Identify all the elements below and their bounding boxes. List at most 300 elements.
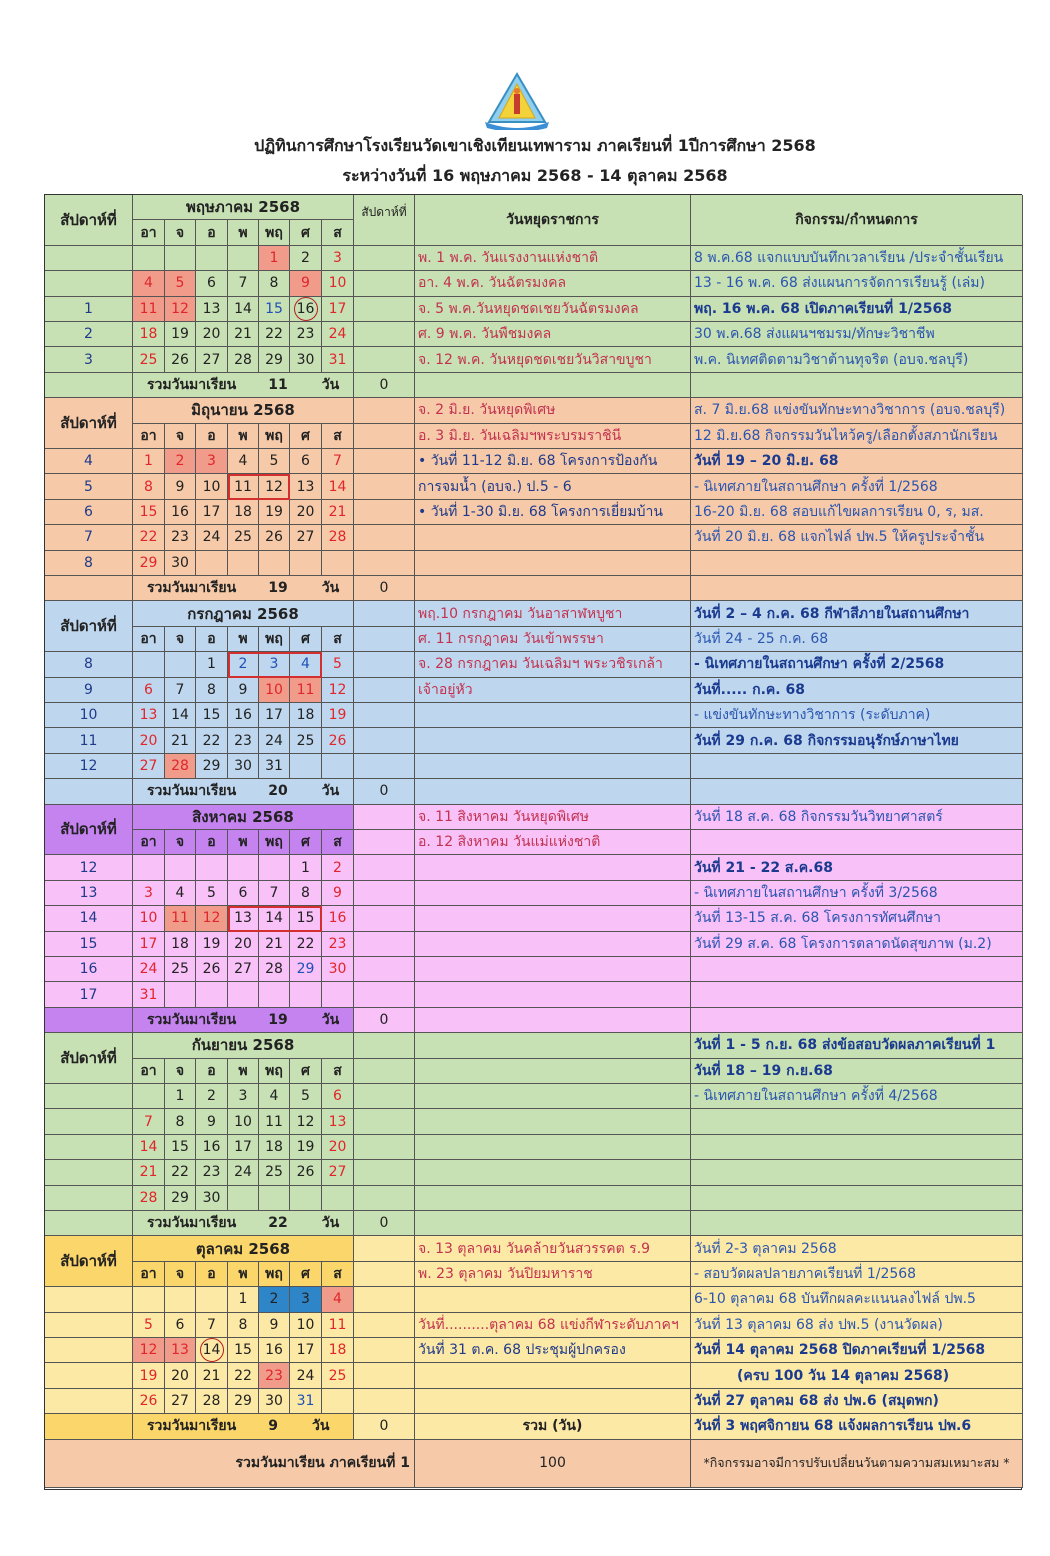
day-cell: 17 xyxy=(322,297,354,322)
day-cell xyxy=(196,1338,228,1363)
empty-cell xyxy=(354,322,415,347)
day-cell: 22 xyxy=(196,728,228,753)
weekday-header: อา xyxy=(133,220,165,245)
school-days-count: 19 xyxy=(268,1011,288,1028)
activity-entry: - นิเทศภายในสถานศึกษา ครั้งที่ 4/2568 xyxy=(691,1084,1023,1109)
day-cell: 23 xyxy=(322,932,354,957)
weekday-header: ส xyxy=(322,424,354,449)
week-number xyxy=(45,246,133,271)
semester-total-label: รวมวันมาเรียน ภาคเรียนที่ 1 xyxy=(45,1440,415,1488)
day-cell: 30 xyxy=(322,957,354,982)
activity-entry: วันที่ 29 ส.ค. 68 โครงการตลาดนัดสุขภาพ (ม.2) xyxy=(691,932,1023,957)
empty-cell xyxy=(354,398,415,423)
day-cell: 12 xyxy=(133,1338,165,1363)
activity-entry: วันที่ 24 - 25 ก.ค. 68 xyxy=(691,627,1023,652)
holiday-entry xyxy=(415,906,691,931)
empty-cell xyxy=(354,652,415,677)
school-days-count: 22 xyxy=(268,1215,288,1232)
day-cell: 11 xyxy=(228,474,259,499)
holiday-entry xyxy=(415,754,691,779)
day-cell: 3 xyxy=(228,1084,259,1109)
activity-entry: วันที่ 1 - 5 ก.ย. 68 ส่งข้อสอบวัดผลภาคเรียนที่ 1 xyxy=(691,1033,1023,1058)
weekday-header: ศ xyxy=(290,220,322,245)
week-number: 7 xyxy=(45,525,133,550)
week-number xyxy=(45,1186,133,1211)
day-cell: 10 xyxy=(133,906,165,931)
holiday-entry: พฤ.10 กรกฎาคม วันอาสาฬหบูชา xyxy=(415,601,691,626)
extra-count: 0 xyxy=(354,576,415,601)
day-cell: 6 xyxy=(322,1084,354,1109)
activity-entry: วันที่ 29 ก.ค. 68 กิจกรรมอนุรักษ์ภาษาไทย xyxy=(691,728,1023,753)
holiday-entry xyxy=(415,551,691,576)
holiday-entry: อา. 4 พ.ค. วันฉัตรมงคล xyxy=(415,271,691,296)
day-cell: 1 xyxy=(165,1084,196,1109)
day-cell xyxy=(196,1287,228,1312)
day-cell: 31 xyxy=(259,754,290,779)
day-cell xyxy=(322,754,354,779)
month-name: กันยายน 2568 xyxy=(133,1033,354,1058)
day-cell: 23 xyxy=(259,1363,290,1388)
week-number xyxy=(45,1287,133,1312)
day-cell: 2 xyxy=(228,652,259,677)
empty-cell xyxy=(354,500,415,525)
day-cell: 18 xyxy=(228,500,259,525)
day-cell: 26 xyxy=(259,525,290,550)
academic-calendar-table xyxy=(44,194,1022,1490)
day-cell: 19 xyxy=(322,703,354,728)
day-unit: วัน xyxy=(311,1418,330,1435)
empty-cell xyxy=(354,1033,415,1058)
week-number: 1 xyxy=(45,297,133,322)
day-cell: 25 xyxy=(133,347,165,372)
day-cell: 24 xyxy=(228,1160,259,1185)
weekday-header: ศ xyxy=(290,1262,322,1287)
day-cell xyxy=(196,246,228,271)
activity-entry xyxy=(691,1008,1023,1033)
month-name: กรกฎาคม 2568 xyxy=(133,601,354,626)
holiday-entry: • วันที่ 1-30 มิ.ย. 68 โครงการเยี่ยมบ้าน xyxy=(415,500,691,525)
empty-cell xyxy=(354,830,415,855)
day-cell xyxy=(165,1287,196,1312)
day-cell: 31 xyxy=(133,982,165,1007)
activity-entry: วันที่ 14 ตุลาคม 2568 ปิดภาคเรียนที่ 1/2568 xyxy=(691,1338,1023,1363)
day-cell: 21 xyxy=(322,500,354,525)
day-cell: 20 xyxy=(196,322,228,347)
day-cell: 5 xyxy=(290,1084,322,1109)
activity-entry: วันที่ 21 - 22 ส.ค.68 xyxy=(691,855,1023,880)
school-days-label: รวมวันมาเรียน xyxy=(147,1215,237,1232)
day-cell: 7 xyxy=(228,271,259,296)
extra-count: 0 xyxy=(354,373,415,398)
day-cell xyxy=(196,982,228,1007)
day-cell: 9 xyxy=(228,678,259,703)
holiday-entry xyxy=(415,1059,691,1084)
day-cell xyxy=(290,551,322,576)
week-number xyxy=(45,1084,133,1109)
holiday-entry xyxy=(415,1084,691,1109)
empty-cell xyxy=(354,1160,415,1185)
weekday-header: จ xyxy=(165,627,196,652)
day-cell xyxy=(228,246,259,271)
day-cell xyxy=(196,551,228,576)
day-cell: 6 xyxy=(133,678,165,703)
school-days-summary xyxy=(133,373,354,398)
adjustment-note: *กิจกรรมอาจมีการปรับเปลี่ยนวันตามความสมเหมาะสม * xyxy=(691,1440,1023,1488)
day-cell xyxy=(133,1084,165,1109)
day-cell: 16 xyxy=(322,906,354,931)
day-cell: 13 xyxy=(133,703,165,728)
day-cell: 18 xyxy=(290,703,322,728)
day-cell: 24 xyxy=(133,957,165,982)
week-number: 15 xyxy=(45,932,133,957)
weekday-header: อ xyxy=(196,220,228,245)
day-cell: 29 xyxy=(165,1186,196,1211)
day-cell: 1 xyxy=(196,652,228,677)
day-cell xyxy=(165,246,196,271)
weekday-header: อา xyxy=(133,1059,165,1084)
school-days-summary xyxy=(133,1211,354,1236)
day-cell: 1 xyxy=(259,246,290,271)
day-cell: 29 xyxy=(228,1389,259,1414)
day-cell: 8 xyxy=(165,1109,196,1134)
day-cell: 4 xyxy=(290,652,322,677)
empty-cell xyxy=(354,474,415,499)
empty-cell xyxy=(354,805,415,830)
holiday-entry xyxy=(415,703,691,728)
holiday-entry xyxy=(415,957,691,982)
day-cell: 18 xyxy=(133,322,165,347)
day-cell: 19 xyxy=(133,1363,165,1388)
day-unit: วัน xyxy=(321,1011,340,1028)
day-cell: 2 xyxy=(290,246,322,271)
day-cell: 11 xyxy=(259,1109,290,1134)
day-cell: 9 xyxy=(290,271,322,296)
weekday-header: พ xyxy=(228,627,259,652)
day-cell: 5 xyxy=(165,271,196,296)
weekday-header: อ xyxy=(196,1059,228,1084)
activity-entry: วันที่ 2 – 4 ก.ค. 68 กีฬาสีภายในสถานศึกษา xyxy=(691,601,1023,626)
week-number: 12 xyxy=(45,754,133,779)
day-cell: 13 xyxy=(228,906,259,931)
week-number: 16 xyxy=(45,957,133,982)
day-cell: 18 xyxy=(165,932,196,957)
day-cell: 24 xyxy=(322,322,354,347)
empty-cell xyxy=(45,576,133,601)
day-cell: 10 xyxy=(322,271,354,296)
day-cell: 3 xyxy=(196,449,228,474)
day-cell: 26 xyxy=(133,1389,165,1414)
week-number xyxy=(45,271,133,296)
empty-cell xyxy=(45,1414,133,1439)
day-cell: 8 xyxy=(228,1313,259,1338)
day-cell: 22 xyxy=(165,1160,196,1185)
activity-entry xyxy=(691,1135,1023,1160)
day-cell: 26 xyxy=(196,957,228,982)
day-cell: 11 xyxy=(165,906,196,931)
day-cell: 25 xyxy=(228,525,259,550)
holiday-entry: วันที่ 31 ต.ค. 68 ประชุมผู้ปกครอง xyxy=(415,1338,691,1363)
day-cell: 31 xyxy=(322,347,354,372)
activity-entry: - นิเทศภายในสถานศึกษา ครั้งที่ 3/2568 xyxy=(691,881,1023,906)
activity-entry xyxy=(691,1186,1023,1211)
day-cell: 20 xyxy=(228,932,259,957)
activity-entry: วันที่ 19 – 20 มิ.ย. 68 xyxy=(691,449,1023,474)
day-cell: 22 xyxy=(259,322,290,347)
day-cell: 29 xyxy=(259,347,290,372)
day-cell: 20 xyxy=(290,500,322,525)
week-number: 13 xyxy=(45,881,133,906)
day-cell: 24 xyxy=(196,525,228,550)
day-cell: 24 xyxy=(259,728,290,753)
activity-entry: วันที่ 18 ส.ค. 68 กิจกรรมวันวิทยาศาสตร์ xyxy=(691,805,1023,830)
weekday-header: จ xyxy=(165,1262,196,1287)
holiday-entry: พ. 23 ตุลาคม วันปิยมหาราช xyxy=(415,1262,691,1287)
holiday-entry xyxy=(415,1109,691,1134)
activity-entry: (ครบ 100 วัน 14 ตุลาคม 2568) xyxy=(691,1363,1023,1388)
day-cell: 17 xyxy=(259,703,290,728)
day-cell: 28 xyxy=(196,1389,228,1414)
day-cell: 12 xyxy=(259,474,290,499)
day-cell xyxy=(322,551,354,576)
holiday-entry: จ. 12 พ.ค. วันหยุดชดเชยวันวิสาขบูชา xyxy=(415,347,691,372)
activity-entry: พ.ค. นิเทศติดตามวิชาต้านทุจริต (อบจ.ชลบุรี) xyxy=(691,347,1023,372)
holiday-entry xyxy=(415,881,691,906)
school-days-summary xyxy=(133,779,354,804)
weekday-header: อา xyxy=(133,830,165,855)
empty-cell xyxy=(354,246,415,271)
weekday-header: ศ xyxy=(290,1059,322,1084)
day-cell: 10 xyxy=(290,1313,322,1338)
day-cell: 27 xyxy=(196,347,228,372)
day-cell: 7 xyxy=(165,678,196,703)
school-days-label: รวมวันมาเรียน xyxy=(147,1418,237,1435)
day-cell: 14 xyxy=(133,1135,165,1160)
day-cell xyxy=(228,982,259,1007)
empty-cell xyxy=(354,754,415,779)
day-cell: 1 xyxy=(228,1287,259,1312)
day-cell xyxy=(228,1186,259,1211)
day-cell: 30 xyxy=(290,347,322,372)
empty-cell xyxy=(354,1287,415,1312)
school-emblem-logo xyxy=(481,72,553,130)
month-name: ตุลาคม 2568 xyxy=(133,1236,354,1261)
day-cell: 27 xyxy=(165,1389,196,1414)
holiday-entry xyxy=(415,982,691,1007)
holiday-entry xyxy=(415,576,691,601)
week-number: 12 xyxy=(45,855,133,880)
empty-cell xyxy=(354,957,415,982)
activity-entry: 13 - 16 พ.ค. 68 ส่งแผนการจัดการเรียนรู้ (เล่ม) xyxy=(691,271,1023,296)
school-days-label: รวมวันมาเรียน xyxy=(147,580,237,597)
day-cell: 3 xyxy=(133,881,165,906)
day-cell: 7 xyxy=(322,449,354,474)
weekday-header: พฤ xyxy=(259,424,290,449)
empty-cell xyxy=(45,373,133,398)
holiday-entry xyxy=(415,779,691,804)
day-cell: 16 xyxy=(165,500,196,525)
day-cell: 21 xyxy=(259,932,290,957)
day-cell: 9 xyxy=(165,474,196,499)
day-cell: 5 xyxy=(133,1313,165,1338)
empty-cell xyxy=(354,1059,415,1084)
day-cell: 3 xyxy=(322,246,354,271)
holiday-entry: พ. 1 พ.ค. วันแรงงานแห่งชาติ xyxy=(415,246,691,271)
empty-cell xyxy=(45,1211,133,1236)
weekday-header: พ xyxy=(228,1059,259,1084)
school-days-count: 11 xyxy=(268,376,288,393)
holiday-entry: วันที่..........ตุลาคม 68 แข่งกีฬาระดับภาคฯ xyxy=(415,1313,691,1338)
school-days-summary xyxy=(133,1414,354,1439)
day-cell: 13 xyxy=(196,297,228,322)
activity-entry: วันที่ 13 ตุลาคม 68 ส่ง ปพ.5 (งานวัดผล) xyxy=(691,1313,1023,1338)
activity-entry xyxy=(691,1109,1023,1134)
month-name: สิงหาคม 2568 xyxy=(133,805,354,830)
day-cell: 28 xyxy=(165,754,196,779)
activity-entry: วันที่ 3 พฤศจิกายน 68 แจ้งผลการเรียน ปพ.6 xyxy=(691,1414,1023,1439)
day-unit: วัน xyxy=(321,580,340,597)
school-days-count: 9 xyxy=(268,1418,278,1435)
calendar-date-range: ระหว่างวันที่ 16 พฤษภาคม 2568 - 14 ตุลาคม 2568 xyxy=(342,166,728,185)
day-unit: วัน xyxy=(321,1215,340,1232)
day-cell: 8 xyxy=(196,678,228,703)
day-cell: 29 xyxy=(133,551,165,576)
activity-entry xyxy=(691,373,1023,398)
weekday-header: อ xyxy=(196,830,228,855)
empty-cell xyxy=(45,1008,133,1033)
holiday-entry xyxy=(415,932,691,957)
weekday-header: พ xyxy=(228,424,259,449)
day-cell: 16 xyxy=(259,1338,290,1363)
school-days-count: 19 xyxy=(268,580,288,597)
activity-entry xyxy=(691,576,1023,601)
holiday-entry xyxy=(415,1389,691,1414)
week-header: สัปดาห์ที่ xyxy=(45,805,133,856)
day-cell: 27 xyxy=(228,957,259,982)
day-cell: 6 xyxy=(196,271,228,296)
week-header-2: สัปดาห์ที่ xyxy=(354,195,415,246)
day-cell: 29 xyxy=(196,754,228,779)
semester-total-value: 100 xyxy=(415,1440,691,1488)
day-cell: 4 xyxy=(133,271,165,296)
activity-entry xyxy=(691,1160,1023,1185)
weekday-header: พ xyxy=(228,830,259,855)
day-cell xyxy=(165,652,196,677)
day-cell: 7 xyxy=(196,1313,228,1338)
day-cell: 7 xyxy=(259,881,290,906)
empty-cell xyxy=(354,728,415,753)
weekday-header: อา xyxy=(133,627,165,652)
activity-entry xyxy=(691,957,1023,982)
holiday-entry xyxy=(415,525,691,550)
weekday-header: ส xyxy=(322,830,354,855)
week-number xyxy=(45,1135,133,1160)
weekday-header: อ xyxy=(196,1262,228,1287)
day-cell xyxy=(259,1186,290,1211)
holiday-entry: จ. 13 ตุลาคม วันคล้ายวันสวรรคต ร.9 xyxy=(415,1236,691,1261)
circled-day: 16 xyxy=(294,297,318,321)
weekday-header: พ xyxy=(228,220,259,245)
day-cell: 3 xyxy=(290,1287,322,1312)
day-cell: 14 xyxy=(259,906,290,931)
activity-entry: วันที่ 27 ตุลาคม 68 ส่ง ปพ.6 (สมุดพก) xyxy=(691,1389,1023,1414)
activity-entry xyxy=(691,551,1023,576)
day-cell: 17 xyxy=(196,500,228,525)
holiday-entry xyxy=(415,373,691,398)
day-cell xyxy=(322,1389,354,1414)
empty-cell xyxy=(354,1084,415,1109)
holiday-entry xyxy=(415,1287,691,1312)
day-cell: 21 xyxy=(165,728,196,753)
empty-cell xyxy=(354,1236,415,1261)
day-cell xyxy=(133,246,165,271)
school-days-summary xyxy=(133,576,354,601)
weekday-header: ศ xyxy=(290,627,322,652)
day-cell: 22 xyxy=(228,1363,259,1388)
activity-entry: วันที่ 18 – 19 ก.ย.68 xyxy=(691,1059,1023,1084)
school-days-label: รวมวันมาเรียน xyxy=(147,376,237,393)
school-days-label: รวมวันมาเรียน xyxy=(147,783,237,800)
day-cell: 15 xyxy=(259,297,290,322)
day-cell: 16 xyxy=(228,703,259,728)
day-cell: 17 xyxy=(290,1338,322,1363)
day-cell: 20 xyxy=(133,728,165,753)
day-cell: 19 xyxy=(196,932,228,957)
day-cell xyxy=(259,855,290,880)
extra-count: 0 xyxy=(354,1211,415,1236)
empty-cell xyxy=(354,601,415,626)
extra-count: 0 xyxy=(354,1008,415,1033)
activity-entry xyxy=(691,754,1023,779)
holiday-entry: การจมน้ำ (อบจ.) ป.5 - 6 xyxy=(415,474,691,499)
day-cell: 18 xyxy=(322,1338,354,1363)
day-cell: 4 xyxy=(259,1084,290,1109)
holiday-entry: ศ. 9 พ.ค. วันพืชมงคล xyxy=(415,322,691,347)
weekday-header: จ xyxy=(165,220,196,245)
day-cell: 2 xyxy=(165,449,196,474)
activity-entry: 8 พ.ค.68 แจกแบบบันทึกเวลาเรียน /ประจำชั้นเรียน xyxy=(691,246,1023,271)
activity-entry: 16-20 มิ.ย. 68 สอบแก้ไขผลการเรียน 0, ร, มส. xyxy=(691,500,1023,525)
empty-cell xyxy=(354,703,415,728)
day-cell xyxy=(290,297,322,322)
day-cell: 9 xyxy=(259,1313,290,1338)
empty-cell xyxy=(354,1363,415,1388)
day-cell: 22 xyxy=(290,932,322,957)
day-cell: 11 xyxy=(290,678,322,703)
day-cell: 21 xyxy=(228,322,259,347)
empty-cell xyxy=(354,1135,415,1160)
day-cell xyxy=(228,551,259,576)
day-cell: 12 xyxy=(290,1109,322,1134)
weekday-header: พฤ xyxy=(259,1262,290,1287)
activity-entry: พฤ. 16 พ.ค. 68 เปิดภาคเรียนที่ 1/2568 xyxy=(691,297,1023,322)
day-cell: 12 xyxy=(322,678,354,703)
day-cell: 6 xyxy=(290,449,322,474)
weekday-header: อา xyxy=(133,1262,165,1287)
activity-entry: วันที่ 20 มิ.ย. 68 แจกไฟล์ ปพ.5 ให้ครูประจำชั้น xyxy=(691,525,1023,550)
holiday-entry xyxy=(415,855,691,880)
day-cell xyxy=(322,1186,354,1211)
holiday-entry xyxy=(415,1211,691,1236)
week-number: 14 xyxy=(45,906,133,931)
week-header: สัปดาห์ที่ xyxy=(45,398,133,449)
day-cell: 14 xyxy=(165,703,196,728)
school-days-label: รวมวันมาเรียน xyxy=(147,1011,237,1028)
day-cell: 20 xyxy=(322,1135,354,1160)
week-number: 5 xyxy=(45,474,133,499)
holiday-entry: จ. 5 พ.ค.วันหยุดชดเชยวันฉัตรมงคล xyxy=(415,297,691,322)
day-cell: 3 xyxy=(259,652,290,677)
weekday-header: พฤ xyxy=(259,1059,290,1084)
